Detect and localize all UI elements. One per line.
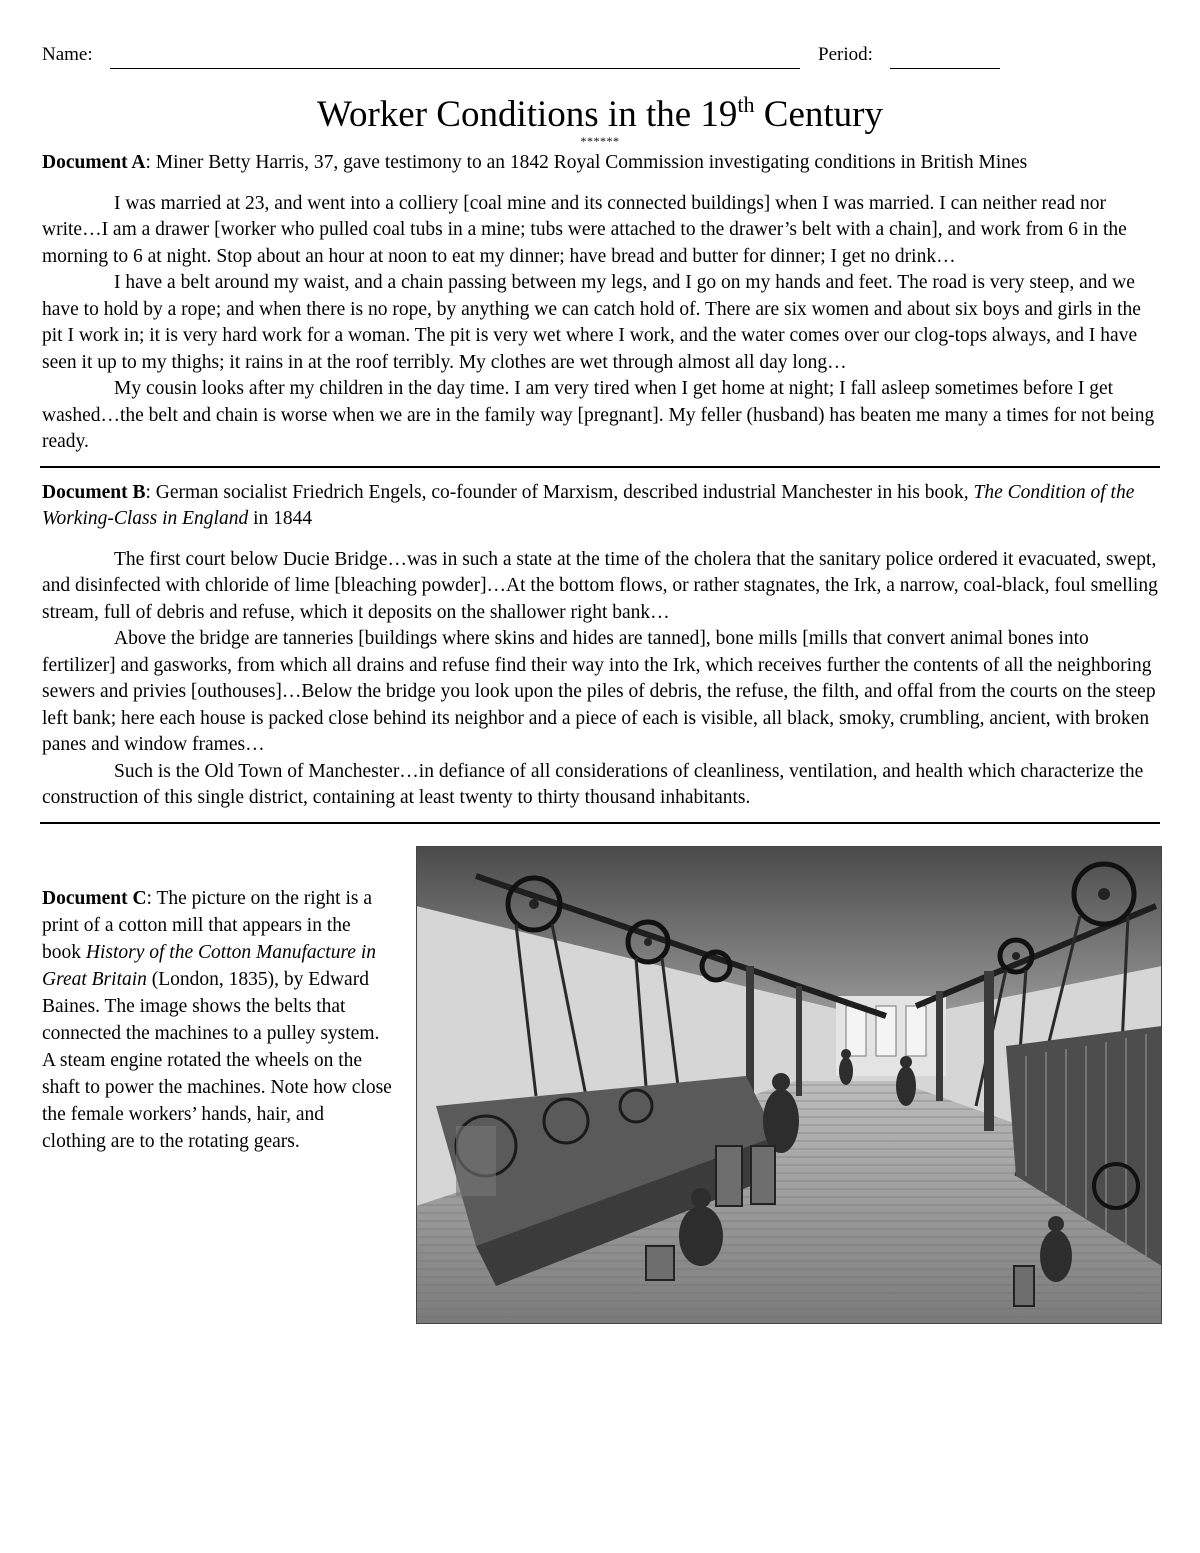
document-c-book-title: History of the Cotton Manufacture in Great Britain xyxy=(42,942,377,990)
document-c-text-post: (London, 1835), by Edward Baines. The image shows the belts that connected the machines to a pulley system. A steam engine rotated the wheels on the shaft to power the machines. Note how close the female workers’ hands, hair, and clothing are to the rotating gears. xyxy=(42,969,392,1152)
document-b-label: Document B xyxy=(42,481,146,503)
document-c-label: Document C xyxy=(42,888,147,909)
document-a-intro xyxy=(42,150,1158,177)
page-title xyxy=(42,86,1158,134)
document-a-paragraph: I have a belt around my waist, and a chain passing between my legs, and I go on my hands and feet. The road is very steep, and we have to hold by a rope; and when there is no rope, by anything we can catch hold of. There are six women and about six boys and girls in the pit I work in; it is very hard work for a woman. The pit is very wet where I work, and the water comes over our clog-tops always, and I have seen it up to my thighs; it rains in at the roof terribly. My clothes are wet through almost all day long… xyxy=(42,272,1141,373)
document-a-label: Document A xyxy=(42,152,146,173)
document-b xyxy=(42,480,1158,812)
title-stars-divider: ****** xyxy=(580,134,620,148)
document-b-intro-comma: , xyxy=(963,481,974,503)
document-b-paragraph: Above the bridge are tanneries [buildings where skins and hides are tanned], bone mills [mills that convert animal bones into fertilizer] and gasworks, from which all drains and refuse find their way into the Irk, which receives further the contents of all the neighboring sewers and privies [outhouses]…Below the bridge you look upon the piles of debris, the refuse, the filth, and offal from the courts on the steep left bank; here each house is packed close behind its neighbor and a piece of each is visible, all black, smoky, crumbling, ancient, with broken panes and window frames… xyxy=(42,628,1156,755)
document-b-intro xyxy=(42,480,1158,533)
document-c-text-pre: : The picture on the right is a print of a cotton mill that appears in the book xyxy=(42,888,372,963)
document-c xyxy=(42,836,1158,1356)
title-main: Worker Conditions in the 19 xyxy=(316,94,738,135)
document-a-paragraph: My cousin looks after my children in the day time. I am very tired when I get home at night; I fall asleep sometimes before I get washed…the belt and chain is worse when we are in the family way [pregnant]. My feller (husband) has beaten me many a times for not being ready. xyxy=(42,378,1155,452)
document-c-text xyxy=(42,885,392,1155)
student-info-row xyxy=(42,44,1158,74)
section-divider xyxy=(40,466,1160,468)
name-blank-line[interactable] xyxy=(110,68,800,69)
section-divider xyxy=(40,822,1160,824)
name-label: Name: xyxy=(42,44,93,65)
document-b-paragraph: The first court below Ducie Bridge…was in such a state at the time of the cholera that the sanitary police ordered it evacuated, swept, and disinfected with chloride of lime [bleaching powder]…At the bottom flows, or rather stagnates, the Irk, a narrow, coal-black, foul smelling stream, full of debris and refuse, which it deposits on the shallower right bank… xyxy=(42,548,1158,623)
period-blank-line[interactable] xyxy=(890,68,1000,69)
title-end: Century xyxy=(754,94,883,135)
cotton-mill-engraving-image xyxy=(416,846,1162,1324)
cotton-mill-engraving-icon xyxy=(416,846,1162,1324)
document-b-paragraph: Such is the Old Town of Manchester…in defiance of all considerations of cleanliness, ventilation, and health which characterize the construction of this single district, containing at least twenty to thirty thousand inhabitants. xyxy=(42,760,1144,808)
title-superscript: th xyxy=(737,92,755,117)
document-b-intro-year: in 1844 xyxy=(248,508,313,529)
period-label: Period: xyxy=(818,44,873,65)
document-b-book-title: The Condition of the Working-Class in England xyxy=(42,481,1135,529)
document-a xyxy=(42,150,1158,456)
document-a-intro-text: : Miner Betty Harris, 37, gave testimony to an 1842 Royal Commission investigating conditions in British Mines xyxy=(145,152,1028,173)
document-b-intro-text: : German socialist Friedrich Engels, co-founder of Marxism, described industrial Manchester in his book xyxy=(145,481,964,503)
document-a-paragraph: I was married at 23, and went into a colliery [coal mine and its connected buildings] when I was married. I can neither read nor write…I am a drawer [worker who pulled coal tubs in a mine; tubs were attached to the drawer’s belt with a chain], and work from 6 in the morning to 6 at night. Stop about an hour at noon to eat my dinner; have bread and butter for dinner; I get no drink… xyxy=(42,192,1127,267)
